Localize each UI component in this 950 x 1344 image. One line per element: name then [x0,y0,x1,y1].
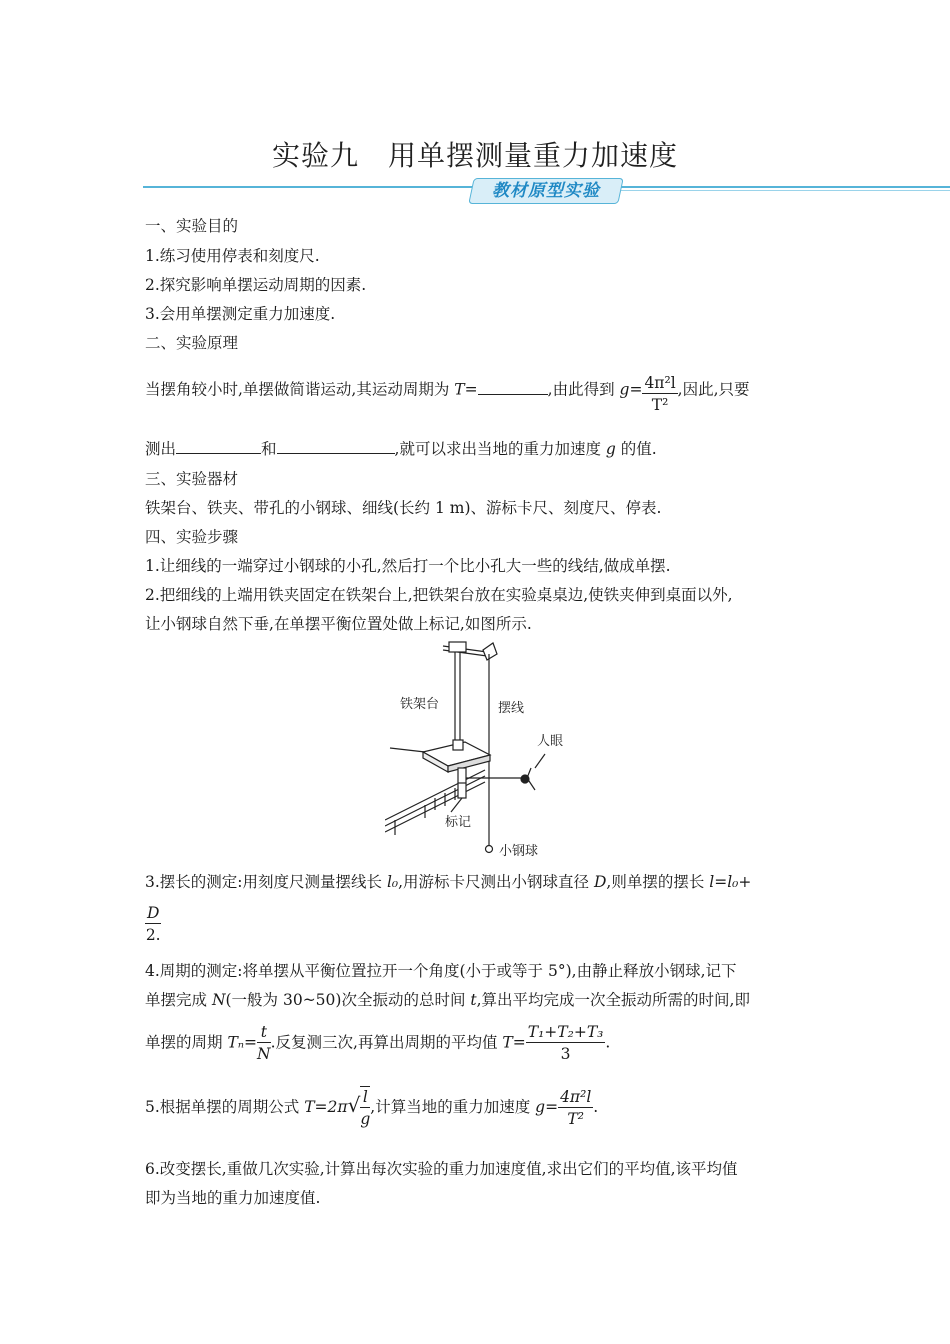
step-2-line-2: 让小钢球自然下垂,在单摆平衡位置处做上标记,如图所示. [145,615,532,633]
purpose-item-2: 2.探究影响单摆运动周期的因素. [145,276,367,294]
gravity-fraction [642,373,677,416]
equals-sign: = [464,380,478,399]
label-string: 摆线 [498,701,525,716]
step-5-text-a: 5.根据单摆的周期公式 [145,1098,305,1116]
clamp-head [483,643,497,660]
section-banner [143,178,950,204]
step-6-line-2: 即为当地的重力加速度值. [145,1189,321,1207]
principle-text-c: ,因此,只要 [677,380,750,399]
purpose-item-1: 1.练习使用停表和刻度尺. [145,247,320,265]
gravity-symbol-2: g [605,440,616,458]
step-4-text-b3: ,算出平均完成一次全振动所需的时间,即 [476,991,750,1009]
half-diameter-numerator: D [147,904,160,922]
step-3-text-b: ,用游标卡尺测出小钢球直径 [398,873,594,891]
step-4-text-b1: 单摆完成 [145,991,212,1009]
principle-text-a: 当摆角较小时,单摆做简谐运动,其运动周期为 [145,380,455,399]
step-5-text-b: ,计算当地的重力加速度 [370,1098,536,1116]
average-period-fraction [526,1022,606,1065]
gravity-formula-fraction [558,1087,593,1130]
equals-sign-2: = [629,380,643,399]
average-period-numerator: T₁+T₂+T₃ [527,1023,604,1041]
stand-pointer-line [390,748,425,752]
blank-measure-1[interactable] [176,439,261,454]
purpose-item-3: 3.会用单摆测定重力加速度. [145,305,336,323]
period-formula: T=2π [304,1098,348,1116]
principle-line-1 [145,369,750,412]
single-period-symbol: Tₙ= [227,1033,258,1052]
eye-lid [527,768,535,790]
section-heading-steps: 四、实验步骤 [145,528,239,546]
average-period-symbol: T= [502,1033,526,1052]
steel-ball [486,846,493,853]
period-symbol: T [454,380,465,399]
principle-text-b: ,由此得到 [547,380,620,399]
step-4-text-c1: 单摆的周期 [145,1033,228,1052]
section-heading-principle: 二、实验原理 [145,334,239,352]
gravity-denominator: T² [651,396,669,414]
oscillation-count-symbol: N [211,991,226,1009]
diameter-symbol: D [593,873,607,891]
total-time-symbol: t [470,991,477,1009]
step-6-line-1: 6.改变摆长,重做几次实验,计算出每次实验的重力加速度值,求出它们的平均值,该平均值 [145,1160,738,1178]
clamp-block [449,642,466,652]
sqrt-numerator: l [360,1087,370,1108]
sqrt-sign: √ [347,1093,361,1117]
label-mark: 标记 [445,815,472,830]
step-4-text-c2: .反复测三次,再算出周期的平均值 [270,1033,503,1052]
step-3-text-c: ,则单摆的摆长 [606,873,710,891]
single-period-numerator: t [257,1022,271,1043]
step-3-line-1 [145,870,751,892]
pendulum-length-formula: l=l₀+ [709,873,752,891]
sqrt-fraction [360,1086,370,1130]
half-diameter-fraction [145,903,161,946]
equipment-list: 铁架台、铁夹、带孔的小钢球、细线(长约 1 m)、游标卡尺、刻度尺、停表. [145,499,662,517]
label-stand: 铁架台 [400,697,440,712]
banner-badge-label: 教材原型实验 [492,181,600,201]
step-1: 1.让细线的一端穿过小钢球的小孔,然后打一个比小孔大一些的线结,做成单摆. [145,557,671,575]
banner-badge [468,178,624,204]
principle-text-h: 的值. [615,440,657,458]
gravity-formula-symbol: g= [535,1098,559,1116]
marker-pointer-line [451,798,462,812]
gravity-symbol: g [619,380,630,399]
eye-pointer-line [535,754,545,768]
average-period-denominator: 3 [560,1045,571,1063]
principle-text-e: 和 [261,440,277,458]
label-eye: 人眼 [537,734,564,749]
step-4-line-3: 单摆的周期 Tₙ= $\frac{t}{N}$ .反复测三次,再算出周期的平均值 T= $\frac{\text{T₁+T₂+T₃}}{3}$ . [145,1023,611,1063]
blank-measure-2[interactable] [277,439,395,454]
page-title: 实验九 用单摆测量重力加速度 [271,139,678,172]
gravity-formula-denominator: T² [567,1109,584,1128]
half-diameter-denominator: 2. [145,926,161,944]
step-5: 5.根据单摆的周期公式 T=2π√ $\frac{l}{g}$ ,计算当地的重力加速度 g= $\frac{\text{4π²l}}{\text{T²}}$ . [145,1087,599,1128]
principle-text-d: 测出 [145,440,177,458]
section-heading-equipment: 三、实验器材 [145,470,239,488]
label-ball: 小钢球 [499,844,539,859]
string-length-symbol: l₀ [386,873,399,891]
gravity-numerator: 4π²l [644,374,676,392]
principle-text-f: ,就可以求出当地的重力加速度 [394,440,606,458]
gravity-formula-numerator: 4π²l [560,1087,592,1106]
step-4-text-b2: (一般为 30~50)次全振动的总时间 [225,991,471,1009]
section-heading-purpose: 一、实验目的 [145,217,239,235]
principle-line-2 [145,437,657,459]
single-period-fraction [257,1022,271,1065]
step-3-line-2 [145,903,161,946]
pendulum-apparatus-figure [385,640,590,865]
step-4-line-2 [145,988,750,1010]
step-2-line-1: 2.把细线的上端用铁夹固定在铁架台上,把铁架台放在实验桌桌边,使铁夹伸到桌面以外, [145,586,733,604]
step-3-text-a: 3.摆长的测定:用刻度尺测量摆线长 [145,873,387,891]
single-period-denominator: N [257,1045,271,1063]
step-4-line-1: 4.周期的测定:将单摆从平衡位置拉开一个角度(小于或等于 5°),由静止释放小钢球,记下 [145,962,737,980]
sqrt-denominator: g [360,1110,371,1128]
blank-period[interactable] [478,380,548,395]
